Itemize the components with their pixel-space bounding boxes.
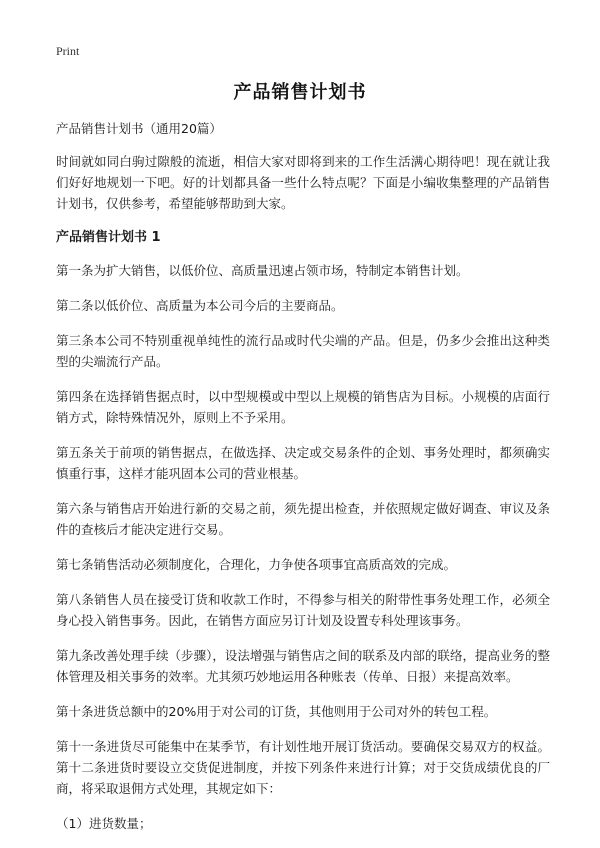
paragraph-12: （1）进货数量； xyxy=(56,816,152,831)
paragraph-7: 第七条销售活动必须制度化，合理化，力争使各项事宜高质高效的完成。 xyxy=(56,557,457,572)
section-heading: 产品销售计划书 1 xyxy=(56,230,161,245)
paragraph-9: 第九条改善处理手续（步骤），设法增强与销售店之间的联系及内部的联络，提高业务的整体管理及相关事务的效率。尤其须巧妙地运用各种账表（传单、日报）来提高效率。 xyxy=(56,648,550,684)
intro-paragraph: 时间就如同白驹过隙般的流逝，相信大家对即将到来的工作生活满心期待吧！现在就让我们好好地规划一下吧。好的计划都具备一些什么特点呢？下面是小编收集整理的产品销售计划书，仅供参考，希望能够帮助到大家。 xyxy=(56,154,550,211)
paragraph-10: 第十条进货总额中的20%用于对公司的订货，其他则用于公司对外的转包工程。 xyxy=(56,704,497,719)
paragraph-8: 第八条销售人员在接受订货和收款工作时，不得参与相关的附带性事务处理工作，必须全身心投入销售事务。因此，在销售方面应另订计划及设置专科处理该事务。 xyxy=(56,592,550,628)
paragraph-5: 第五条关于前项的销售据点，在做选择、决定或交易条件的企划、事务处理时，都须确实慎重行事，这样才能巩固本公司的营业根基。 xyxy=(56,445,550,481)
document-body xyxy=(56,118,550,848)
document-subtitle: 产品销售计划书（通用20篇） xyxy=(56,121,222,136)
paragraph-1: 第一条为扩大销售，以低价位、高质量迅速占领市场，特制定本销售计划。 xyxy=(56,263,469,278)
paragraph-3: 第三条本公司不特别重视单纯性的流行品或时代尖端的产品。但是，仍多少会推出这种类型的尖端流行产品。 xyxy=(56,333,550,369)
print-link[interactable]: Print xyxy=(56,44,80,58)
paragraph-6: 第六条与销售店开始进行新的交易之前，须先提出检查，并依照规定做好调查、审议及条件的查核后才能决定进行交易。 xyxy=(56,501,550,537)
paragraph-11: 第十一条进货尽可能集中在某季节，有计划性地开展订货活动。要确保交易双方的权益。第十二条进货时要设立交货促进制度，并按下列条件来进行计算；对于交货成绩优良的厂商，将采取退佣方式处理，其规定如下： xyxy=(56,739,550,796)
paragraph-2: 第二条以低价位、高质量为本公司今后的主要商品。 xyxy=(56,298,344,313)
page-title: 产品销售计划书 xyxy=(233,82,367,103)
paragraph-4: 第四条在选择销售据点时，以中型规模或中型以上规模的销售店为目标。小规模的店面行销方式，除特殊情况外，原则上不予采用。 xyxy=(56,389,550,425)
